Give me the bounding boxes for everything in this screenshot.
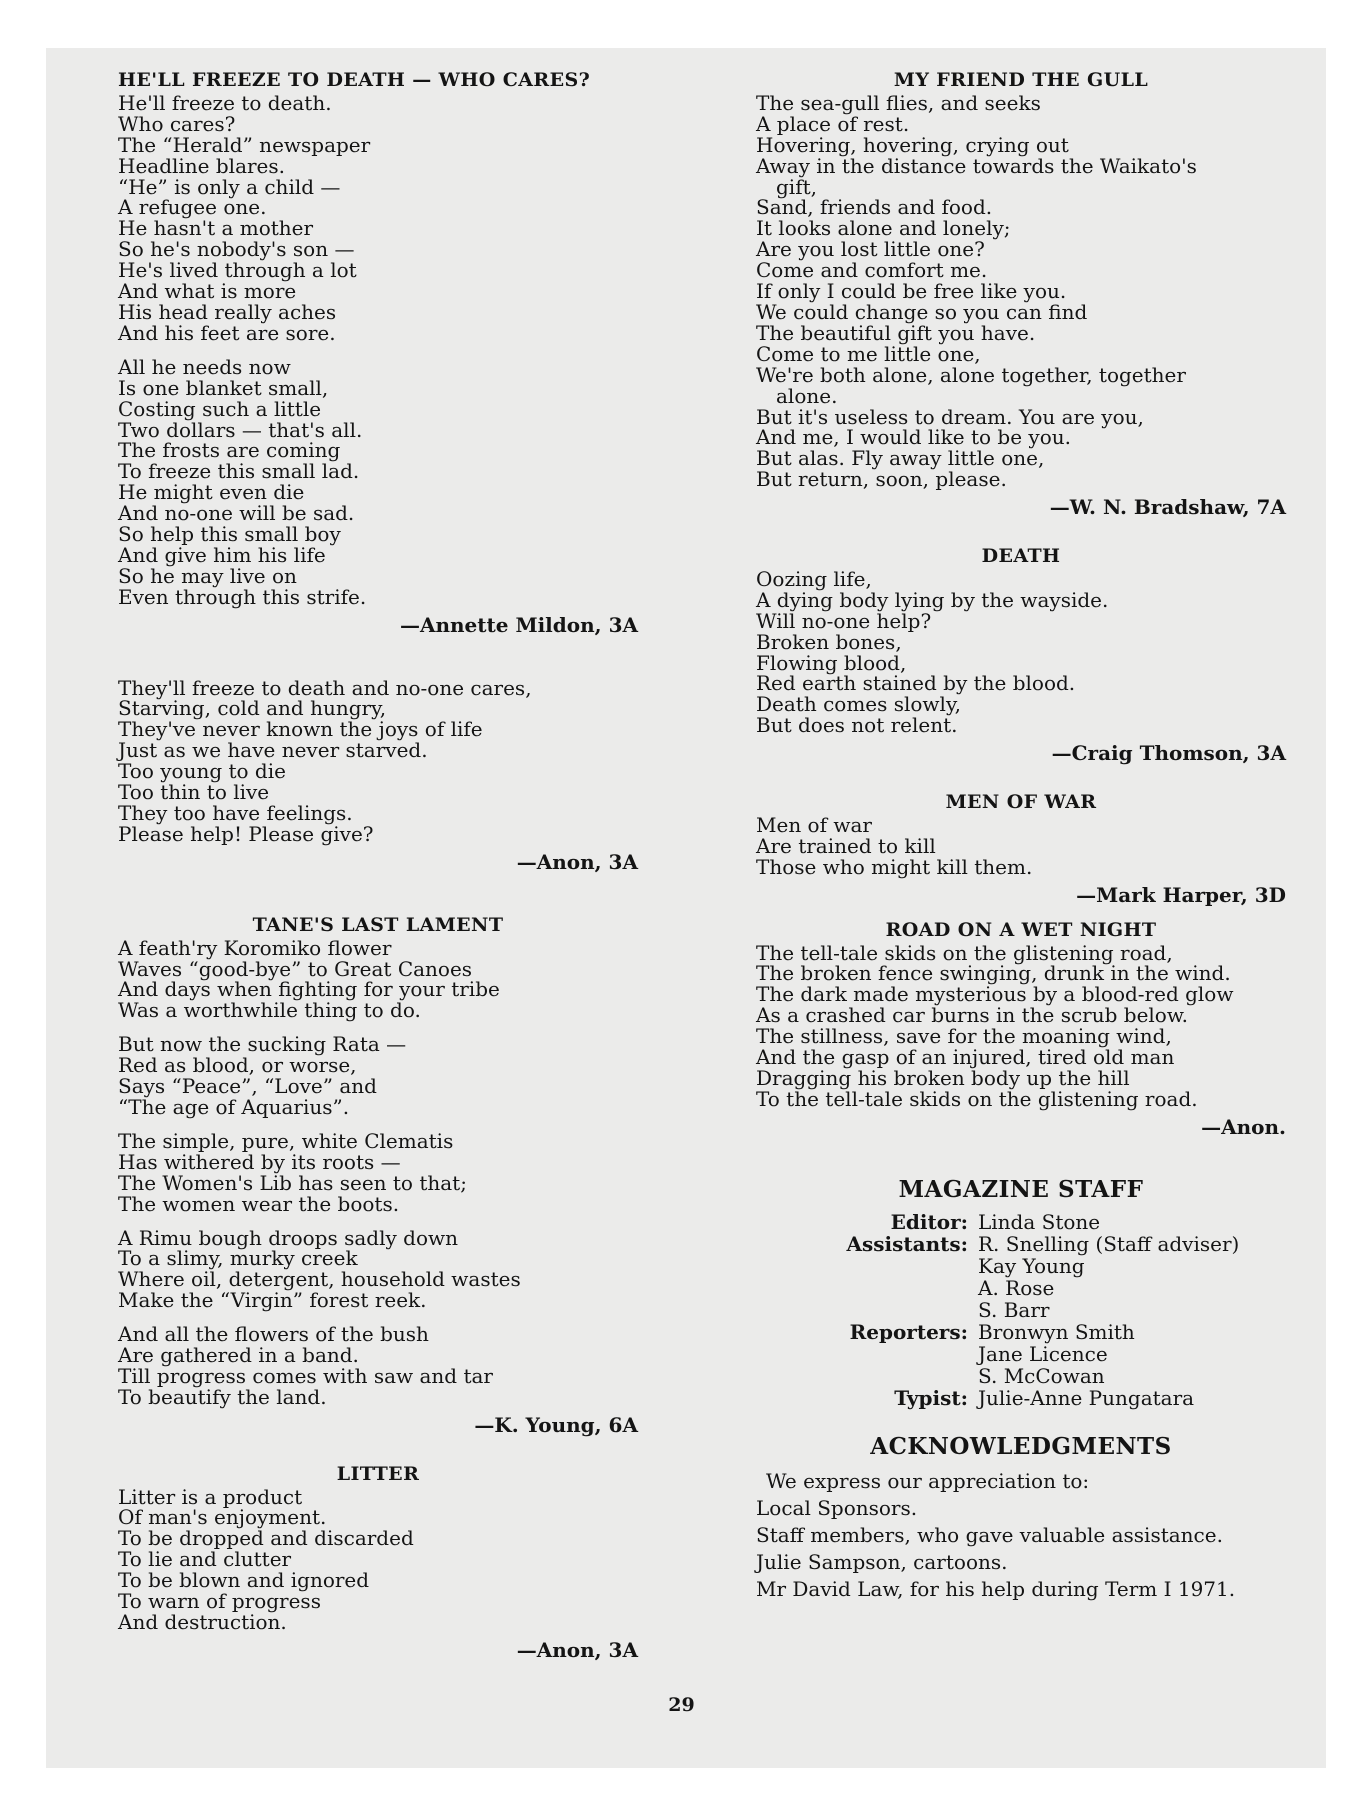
poem-line: Please help! Please give? — [118, 821, 374, 846]
poem-line: To the tell-tale skids on the glistening road. — [756, 1086, 1198, 1111]
poem-line: And no-one will be sad. — [118, 501, 355, 526]
poem-line: The “Herald” newspaper — [118, 132, 371, 157]
poem-stanza — [118, 1225, 638, 1313]
poem-line: Too young to die — [118, 759, 286, 784]
poem-line: Red earth stained by the blood. — [756, 671, 1076, 696]
section-title: MAGAZINE STAFF — [898, 1175, 1144, 1203]
poem-stanza — [756, 815, 1286, 878]
staff-names — [978, 1211, 1286, 1233]
poem-line: Says “Peace”, “Love” and — [118, 1074, 377, 1099]
poem-line: Costing such a little — [118, 396, 322, 421]
poem-line: They too have feelings. — [118, 801, 353, 825]
poem-line: All he needs now — [118, 354, 291, 379]
poem-men-of-war — [756, 792, 1286, 906]
poem-author: —K. Young, 6A — [474, 1412, 638, 1437]
poem-line: Waves “good-bye” to Great Canoes — [118, 956, 473, 981]
poem-title: LITTER — [336, 1462, 420, 1485]
poem-author: —W. N. Bradshaw, 7A — [1049, 495, 1286, 520]
poem-line: The dark made mysterious by a blood-red glow — [756, 982, 1234, 1007]
staff-name: S. Barr — [978, 1297, 1050, 1322]
poem-line: So help this small boy — [118, 522, 341, 547]
poem-line: Make the “Virgin” forest reek. — [118, 1288, 427, 1313]
poem-stanza — [118, 935, 638, 1023]
poem-line: Oozing life, — [756, 566, 872, 591]
poem-line: And days when fighting for your tribe — [118, 977, 500, 1002]
poem-line: Even through this strife. — [118, 584, 367, 609]
staff-name: Bronwyn Smith — [978, 1319, 1135, 1344]
poem-line: The tell-tale skids on the glistening road, — [756, 940, 1173, 965]
poem-line: As a crashed car burns in the scrub below. — [756, 1003, 1188, 1028]
poem-line: The women wear the boots. — [118, 1191, 400, 1216]
poem-litter — [118, 1464, 638, 1661]
staff-role: Assistants: — [846, 1231, 968, 1256]
poem-line: He hasn't a mother — [118, 216, 314, 241]
staff-name: R. Snelling (Staff adviser) — [978, 1231, 1240, 1256]
ack-item: Mr David Law, for his help during Term I 1971. — [756, 1576, 1236, 1601]
poem-stanza — [118, 1034, 638, 1118]
poem-line: gift, — [776, 174, 817, 199]
poem-line: If only I could be free like you. — [756, 279, 1067, 304]
poem-death — [756, 546, 1286, 764]
poem-line: And the gasp of an injured, tired old man — [756, 1045, 1175, 1070]
poem-author: —Anon, 3A — [516, 1637, 638, 1662]
poem-line: He'll freeze to death. — [118, 90, 332, 115]
left-column — [118, 70, 638, 1661]
poem-line: They've never known the joys of life — [118, 717, 483, 742]
poem-line: And destruction. — [118, 1610, 287, 1634]
staff-name: Kay Young — [978, 1253, 1085, 1278]
poem-line: Too thin to live — [118, 780, 270, 805]
poem-line: “The age of Aquarius”. — [118, 1094, 350, 1119]
poem-line: So he's nobody's son — — [118, 237, 355, 262]
poem-author: —Craig Thomson, 3A — [1051, 741, 1286, 766]
poem-stanza — [118, 1324, 638, 1408]
page-number: 29 — [668, 1694, 695, 1716]
poem-line: Two dollars — that's all. — [118, 417, 363, 442]
poem-author: —Mark Harper, 3D — [1076, 882, 1286, 907]
poem-line: But does not relent. — [756, 713, 958, 738]
poem-line: He might even die — [118, 480, 305, 505]
poem-line: The beautiful gift you have. — [756, 320, 1036, 345]
poem-title: DEATH — [981, 545, 1061, 568]
poem-stanza — [118, 1484, 638, 1634]
poem-line: Of man's enjoyment. — [118, 1505, 327, 1530]
poem-my-friend-the-gull — [756, 70, 1286, 518]
poem-line: A dying body lying by the wayside. — [756, 587, 1109, 612]
poem-line: A refugee one. — [118, 195, 267, 220]
poem-title: MY FRIEND THE GULL — [893, 69, 1149, 91]
poem-line: The stillness, save for the moaning wind, — [756, 1024, 1172, 1049]
poem-line: But alas. Fly away little one, — [756, 446, 1045, 471]
poem-stanza — [756, 940, 1286, 1111]
poem-stanza — [118, 90, 638, 345]
poem-line: A Rimu bough droops sadly down — [118, 1225, 458, 1250]
poem-title: HE'LL FREEZE TO DEATH — WHO CARES? — [118, 69, 591, 91]
poem-line: And all the flowers of the bush — [118, 1322, 429, 1347]
poem-title: MEN OF WAR — [945, 791, 1097, 814]
right-column — [756, 70, 1286, 1603]
poem-line: Hovering, hovering, crying out — [756, 132, 1069, 157]
poem-theyll-freeze — [118, 675, 638, 874]
poem-line: Those who might kill them. — [756, 854, 1033, 879]
poem-line: Till progress comes with saw and tar — [118, 1363, 493, 1388]
staff-names — [978, 1387, 1286, 1409]
poem-line: Come and comfort me. — [756, 258, 988, 283]
poem-line: A feath'ry Koromiko flower — [118, 935, 392, 960]
poem-line: The broken fence swinging, drunk in the wind. — [756, 961, 1231, 986]
poem-line: Are you lost little one? — [756, 237, 985, 262]
poem-line: A place of rest. — [756, 111, 910, 136]
poem-line: Just as we have never starved. — [118, 738, 428, 763]
poem-line: Starving, cold and hungry, — [118, 696, 387, 721]
poem-hell-freeze — [118, 70, 638, 636]
poem-title: ROAD ON A WET NIGHT — [885, 918, 1157, 941]
poem-line: To lie and clutter — [118, 1547, 292, 1572]
section-title: ACKNOWLEDGMENTS — [870, 1432, 1172, 1460]
poem-line: Broken bones, — [756, 629, 902, 654]
poem-stanza — [756, 90, 1286, 492]
ack-item: Local Sponsors. — [756, 1495, 918, 1520]
poem-line: The sea-gull flies, and seeks — [756, 90, 1041, 115]
poem-line: And give him his life — [118, 542, 326, 567]
poem-line: alone. — [776, 383, 838, 408]
poem-stanza — [118, 675, 638, 846]
poem-line: Where oil, detergent, household wastes — [118, 1267, 521, 1292]
poem-stanza — [756, 566, 1286, 738]
poem-line: His head really aches — [118, 299, 337, 324]
poem-line: Are trained to kill — [756, 833, 936, 858]
poem-line: But now the sucking Rata — — [118, 1032, 407, 1057]
poem-line: Sand, friends and food. — [756, 195, 993, 220]
poem-line: Death comes slowly, — [756, 692, 961, 717]
staff-role: Reporters: — [849, 1319, 968, 1344]
staff-role: Editor: — [890, 1209, 968, 1234]
poem-author: —Anon. — [1201, 1114, 1286, 1139]
magazine-staff-section — [756, 1175, 1286, 1410]
poem-line: Red as blood, or worse, — [118, 1053, 357, 1078]
staff-names — [978, 1233, 1286, 1321]
staff-name: Jane Licence — [978, 1341, 1108, 1366]
poem-line: The frosts are coming — [118, 438, 341, 463]
poem-line: The simple, pure, white Clematis — [118, 1128, 454, 1153]
poem-line: Is one blanket small, — [118, 375, 329, 400]
poem-line: Flowing blood, — [756, 650, 907, 675]
poem-road-on-a-wet-night — [756, 920, 1286, 1138]
staff-name: A. Rose — [978, 1275, 1055, 1300]
poem-line: To freeze this small lad. — [118, 459, 360, 484]
poem-line: The Women's Lib has seen to that; — [118, 1170, 467, 1195]
poem-line: Away in the distance towards the Waikato's — [756, 153, 1197, 178]
poem-line: Headline blares. — [118, 153, 286, 178]
poem-line: Men of war — [756, 813, 872, 837]
poem-line: “He” is only a child — — [118, 174, 341, 199]
poem-line: To be dropped and discarded — [118, 1526, 414, 1551]
poem-line: But return, soon, please. — [756, 467, 1007, 492]
poem-line: To a slimy, murky creek — [118, 1246, 358, 1271]
poem-line: Come to me little one, — [756, 341, 981, 366]
poem-line: To warn of progress — [118, 1589, 321, 1614]
poem-line: We're both alone, alone together, together — [756, 362, 1186, 387]
poem-line: Has withered by its roots — — [118, 1149, 401, 1174]
acknowledgments-section — [756, 1432, 1286, 1603]
poem-tanes-last-lament — [118, 915, 638, 1436]
poem-line: So he may live on — [118, 563, 297, 588]
ack-intro: We express our appreciation to: — [766, 1468, 1090, 1493]
poem-line: And me, I would like to be you. — [756, 425, 1071, 450]
poem-line: Are gathered in a band. — [118, 1343, 359, 1368]
poem-line: Was a worthwhile thing to do. — [118, 998, 421, 1023]
poem-line: And what is more — [118, 279, 297, 304]
poem-line: Will no-one help? — [756, 608, 932, 633]
poem-line: It looks alone and lonely; — [756, 216, 1011, 241]
staff-name: Julie-Anne Pungatara — [978, 1385, 1195, 1410]
poem-stanza — [118, 354, 638, 609]
poem-line: Who cares? — [118, 111, 236, 136]
poem-author: —Anon, 3A — [516, 849, 638, 874]
poem-line: Dragging his broken body up the hill — [756, 1065, 1130, 1090]
poem-title: TANE'S LAST LAMENT — [252, 913, 504, 936]
staff-name: Linda Stone — [978, 1209, 1101, 1234]
poem-line: But it's useless to dream. You are you, — [756, 404, 1144, 429]
poem-line: Litter is a product — [118, 1484, 303, 1509]
staff-name: S. McCowan — [978, 1363, 1105, 1388]
poem-line: To beautify the land. — [118, 1384, 327, 1409]
poem-line: He's lived through a lot — [118, 258, 357, 283]
poem-line: And his feet are sore. — [118, 320, 336, 345]
poem-line: To be blown and ignored — [118, 1568, 370, 1593]
ack-item: Staff members, who gave valuable assistance. — [756, 1522, 1223, 1547]
poem-author: —Annette Mildon, 3A — [399, 612, 638, 637]
staff-names — [978, 1321, 1286, 1387]
ack-item: Julie Sampson, cartoons. — [756, 1549, 1008, 1574]
staff-role: Typist: — [894, 1385, 968, 1410]
poem-stanza — [118, 1128, 638, 1216]
poem-line: They'll freeze to death and no-one cares, — [118, 675, 532, 700]
poem-line: We could change so you can find — [756, 299, 1088, 324]
staff-list — [788, 1211, 1286, 1409]
